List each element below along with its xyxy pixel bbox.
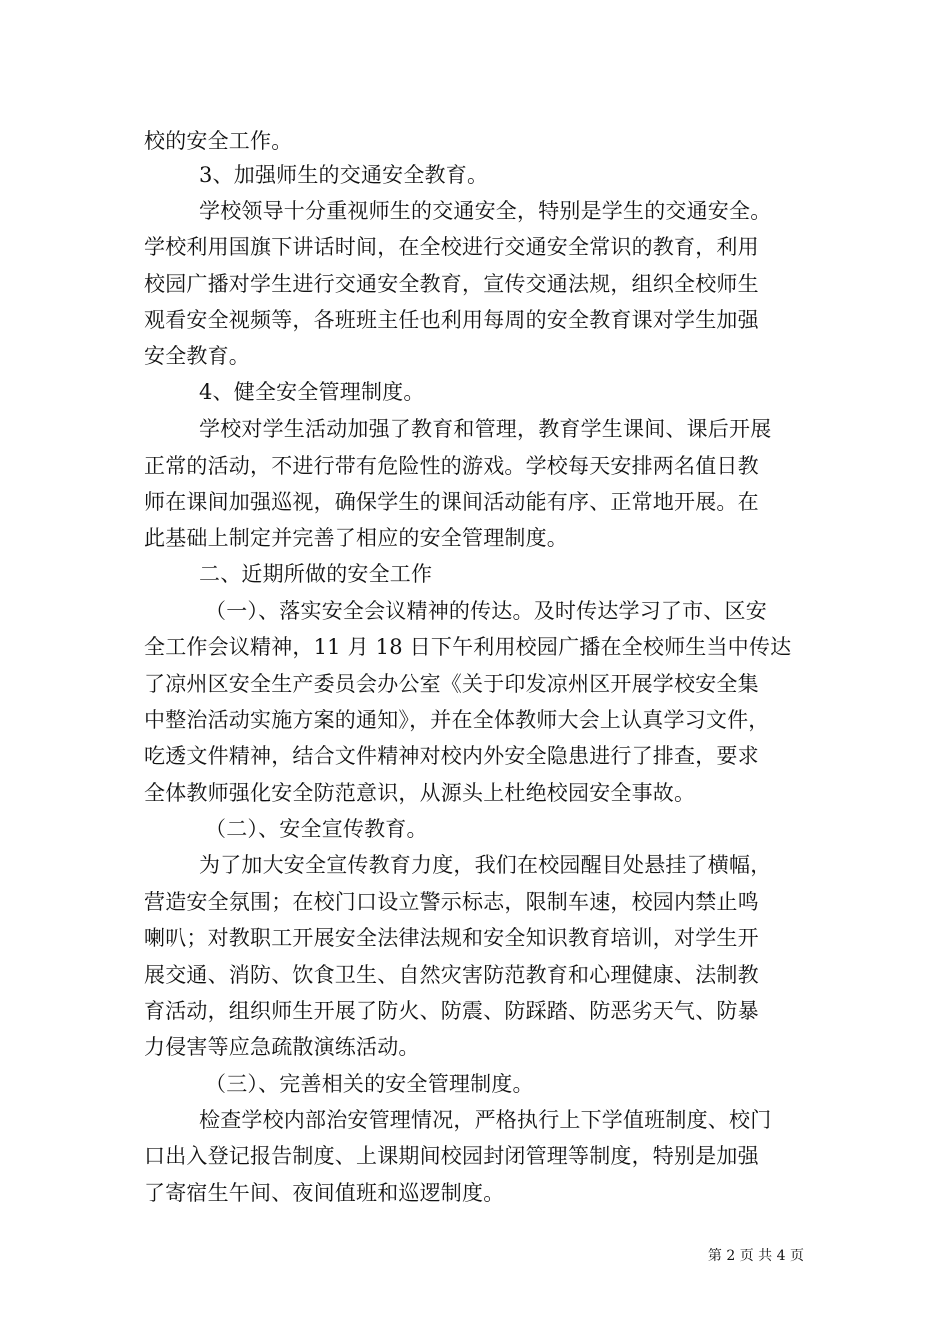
text-line: 正常的活动，不进行带有危险性的游戏。学校每天安排两名值日教 [144,454,759,478]
subsection-heading: （一）、落实安全会议精神的传达。及时传达学习了市、区安 [205,599,767,623]
text-line: 口出入登记报告制度、上课期间校园封闭管理等制度，特别是加强 [144,1144,759,1168]
text-line: 展交通、消防、饮食卫生、自然灾害防范教育和心理健康、法制教 [144,963,759,987]
text-line: 了凉州区安全生产委员会办公室《关于印发凉州区开展学校安全集 [144,672,759,696]
text-line: 营造安全氛围；在校门口设立警示标志，限制车速，校园内禁止鸣 [144,890,759,914]
text-line: 为了加大安全宣传教育力度，我们在校园醒目处悬挂了横幅， [199,853,772,877]
section-heading: 3、加强师生的交通安全教育。 [199,163,489,187]
text-line: 校园广播对学生进行交通安全教育，宣传交通法规，组织全校师生 [144,272,759,296]
text-line: 安全教育。 [144,344,250,368]
text-line: 校的安全工作。 [144,129,293,153]
section-heading: 二、近期所做的安全工作 [199,562,433,586]
section-heading: 4、健全安全管理制度。 [199,380,425,404]
text-line: 学校对学生活动加强了教育和管理，教育学生课间、课后开展 [199,417,772,441]
subsection-heading: （二）、安全宣传教育。 [205,817,428,841]
text-line: 全工作会议精神，11 月 18 日下午利用校园广播在全校师生当中传达 [144,635,792,659]
text-line: 吃透文件精神，结合文件精神对校内外安全隐患进行了排查，要求 [144,744,759,768]
text-line: 力侵害等应急疏散演练活动。 [144,1035,420,1059]
text-line: 中整治活动实施方案的通知》，并在全体教师大会上认真学习文件， [144,708,770,732]
text-line: 育活动，组织师生开展了防火、防震、防踩踏、防恶劣天气、防暴 [144,999,759,1023]
text-line: 师在课间加强巡视，确保学生的课间活动能有序、正常地开展。在 [144,490,759,514]
text-line: 了寄宿生午间、夜间值班和巡逻制度。 [144,1181,505,1205]
text-line: 检查学校内部治安管理情况，严格执行上下学值班制度、校门 [199,1108,772,1132]
text-line: 学校领导十分重视师生的交通安全，特别是学生的交通安全。 [199,199,772,223]
subsection-heading: （三）、完善相关的安全管理制度。 [205,1072,534,1096]
text-line: 观看安全视频等，各班班主任也利用每周的安全教育课对学生加强 [144,308,759,332]
page-number: 第 2 页 共 4 页 [707,1248,804,1264]
text-line: 学校利用国旗下讲话时间，在全校进行交通安全常识的教育，利用 [144,235,759,259]
text-line: 喇叭；对教职工开展安全法律法规和安全知识教育培训，对学生开 [144,926,759,950]
text-line: 此基础上制定并完善了相应的安全管理制度。 [144,526,568,550]
text-line: 全体教师强化安全防范意识，从源头上杜绝校园安全事故。 [144,781,696,805]
